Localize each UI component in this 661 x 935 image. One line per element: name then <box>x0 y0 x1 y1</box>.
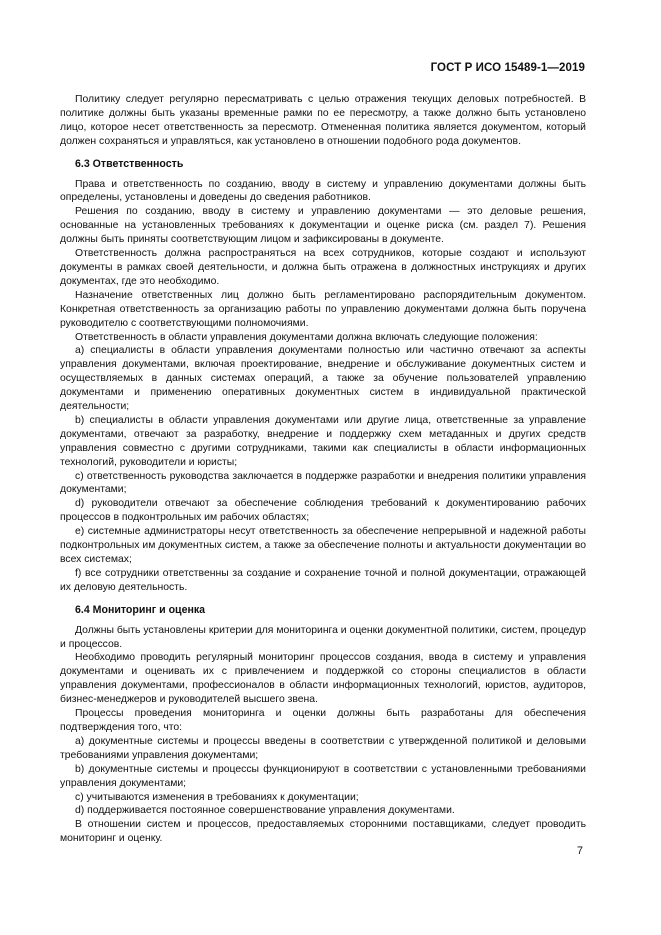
intro-paragraph: Политику следует регулярно пересматривать с целью отражения текущих деловых потребностей. В политике должны быть указаны временные рамки по ее пересмотру, а также должно быть установлено лицо, которое несет ответственность за пересмотр. Отмененная политика является документом, который должен сохраняться и управляться, как установлено в отношении подобного рода документов. <box>60 94 586 147</box>
list-item: c) учитываются изменения в требованиях к документации; <box>75 791 359 803</box>
paragraph: В отношении систем и процессов, предоставляемых сторонними поставщиками, следует проводить мониторинг и оценку. <box>60 819 586 845</box>
paragraph: Необходимо проводить регулярный мониторинг процессов создания, ввода в систему и управления документами и оценивать их с привлечением и поддержкой со стороны специалистов в области управления документами, профессионалов в области информационных технологий, юристов, аудиторов, бизнес-менеджеров и руководителей высшего звена. <box>60 652 586 706</box>
page-number: 7 <box>576 845 583 857</box>
paragraph: Процессы проведения мониторинга и оценки должны быть разработаны для обеспечения подтверждения того, что: <box>60 708 586 733</box>
list-item: e) системные администраторы несут ответственность за обеспечение непрерывной и надежной работы подконтрольных им документных систем, а также за обеспечение полноты и актуальности документации во всех системах; <box>60 526 586 565</box>
list-item: f) все сотрудники ответственны за создание и сохранение точной и полной документации, отражающей их деловую деятельность. <box>60 567 586 593</box>
section-6-4-heading: 6.4 Мониторинг и оценка <box>75 603 206 616</box>
list-item: c) ответственность руководства заключается в поддержке разработки и внедрения политики управления документами; <box>60 470 586 496</box>
paragraph: Ответственность в области управления документами должна включать следующие положения: <box>75 331 538 343</box>
list-item: d) руководители отвечают за обеспечение соблюдения требований к документированию рабочих процессов в подконтрольных им рабочих областях; <box>60 498 586 524</box>
paragraph: Решения по созданию, вводу в систему и управлению документами — это деловые решения, основанные на установленных требованиях к документации и оценке риска (см. раздел 7). Решения должны быть приняты соответствующим лицом и зафиксированы в документе. <box>60 206 586 246</box>
list-item: b) документные системы и процессы функционируют в соответствии с установленными требованиями управления документами; <box>60 763 586 789</box>
paragraph: Назначение ответственных лиц должно быть регламентировано распорядительным документом. Конкретная ответственность за организацию работы по управлению документами должна быть поручена руководителю с соответствующими полномочиями. <box>60 289 586 329</box>
list-item: d) поддерживается постоянное совершенствование управления документами. <box>75 805 455 817</box>
paragraph: Должны быть установлены критерии для мониторинга и оценки документной политики, систем, процедур и процессов. <box>60 624 586 650</box>
list-item: a) специалисты в области управления документами полностью или частично отвечают за аспекты управления документами, включая проектирование, внедрение и обслуживание документных систем и осуществляемых в данных системах операций, а также за обучение пользователей управлению документами и применению оперативных документных систем в индивидуальной практической деятельности; <box>60 345 586 413</box>
paragraph: Ответственность должна распространяться на всех сотрудников, которые создают и используют документы в рамках своей деятельности, и должна быть отражена в должностных инструкциях и других документах, где это необходимо. <box>60 248 586 287</box>
section-6-3-heading: 6.3 Ответственность <box>75 157 184 170</box>
list-item: b) специалисты в области управления документами или другие лица, ответственные за управление документами, отвечают за разработку, внедрение и поддержку схем метаданных и других средств управления совместно с другими сотрудниками, такими как специалисты в области информационных технологий, руководители и юристы; <box>60 414 586 468</box>
page-content <box>60 93 586 846</box>
paragraph: Права и ответственность по созданию, вводу в систему и управлению документами должны быть определены, установлены и доведены до сведения работников. <box>60 178 586 204</box>
list-item: a) документные системы и процессы введены в соответствии с утвержденной политикой и деловыми требованиями управления документами; <box>60 735 586 761</box>
document-code-header: ГОСТ Р ИСО 15489-1—2019 <box>430 62 585 74</box>
